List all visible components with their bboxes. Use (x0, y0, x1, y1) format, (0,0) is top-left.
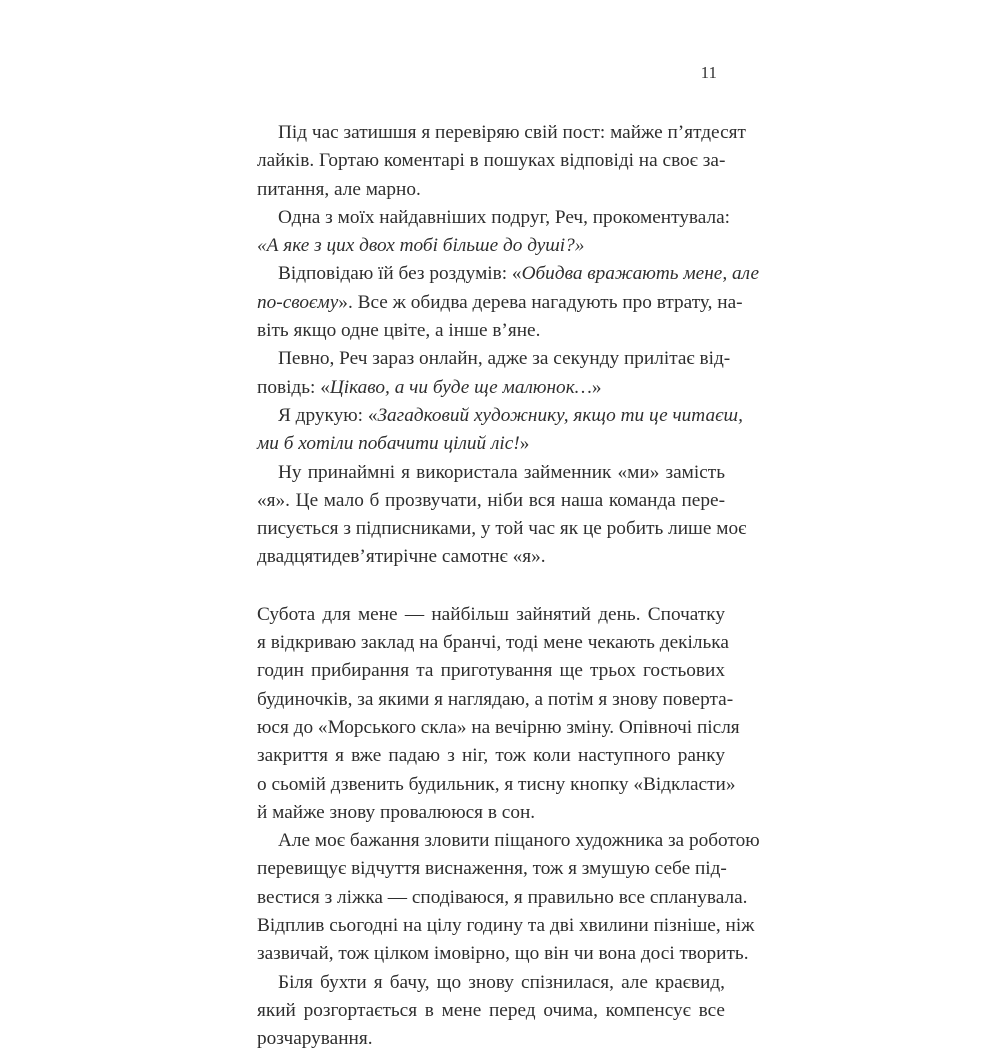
italic-text: ми б хотіли побачити цілий ліс! (257, 433, 520, 455)
text-line (257, 771, 736, 799)
text-line (257, 969, 725, 997)
text-line (257, 799, 725, 827)
text-line (257, 289, 743, 317)
text-section-1 (257, 119, 760, 572)
text-line (257, 912, 755, 940)
text-run: Я друкую: « (278, 404, 378, 426)
text-line (257, 147, 725, 175)
text-line (257, 657, 725, 685)
text-run: «я». Це мало б прозвучати, ніби вся наша команда пере- (257, 489, 725, 511)
section-break (257, 572, 725, 601)
text-run: Відповідаю їй без роздумів: « (278, 263, 522, 285)
text-run: Відплив сьогодні на цілу годину та дві хвилини пізніше, ніж (257, 915, 755, 937)
text-run: будиночків, за якими я наглядаю, а потім я знову поверта- (257, 688, 734, 710)
text-run: розчарування. (257, 1028, 373, 1050)
page-number: 11 (700, 63, 717, 82)
text-line (257, 204, 731, 232)
text-run: Під час затишшя я перевіряю свій пост: майже п’ятдесят (278, 122, 746, 143)
text-run: о сьомій дзвенить будильник, я тисну кнопку «Відкласти» (257, 773, 736, 795)
text-line (257, 686, 734, 714)
italic-text: «А яке з цих двох тобі більше до душі?» (257, 235, 585, 257)
text-line (257, 827, 760, 855)
text-line (257, 742, 725, 770)
text-line (257, 402, 743, 430)
text-run: » (519, 433, 530, 455)
text-run: Ну принаймні я використала займенник «ми» замість (278, 461, 725, 483)
text-line (257, 1025, 725, 1053)
text-run: писується з підписниками, у той час як це робить лише моє (257, 518, 747, 540)
text-line (257, 374, 725, 402)
text-run: Біля бухти я бачу, що знову спізнилася, але краєвид, (278, 971, 725, 993)
text-run: зазвичай, тож цілком імовірно, що він чи вона досі творить. (257, 943, 749, 965)
text-line (257, 884, 748, 912)
text-run: й майже знову провалююся в сон. (257, 801, 536, 823)
text-line (257, 714, 740, 742)
text-line (257, 601, 725, 629)
text-run: вестися з ліжка — сподіваюся, я правильно все спланувала. (257, 886, 748, 908)
text-run: ». Все ж обидва дерева нагадують про втрату, на- (338, 291, 743, 313)
text-run: Одна з моїх найдавніших подруг, Реч, прокоментувала: (278, 206, 731, 228)
text-run: Субота для мене — найбільш зайнятий день. Спочатку (257, 603, 725, 625)
text-line (257, 940, 749, 968)
italic-text: Обидва вражають мене, але (521, 263, 760, 285)
body-text (257, 119, 760, 1054)
text-run: віть якщо одне цвіте, а інше в’яне. (257, 320, 541, 342)
text-line (257, 855, 725, 883)
text-line (257, 515, 747, 543)
text-line (257, 629, 729, 657)
text-line (257, 345, 731, 373)
text-line (257, 232, 725, 260)
text-line (257, 176, 725, 204)
text-line (257, 543, 725, 571)
text-run: питання, але марно. (257, 178, 421, 200)
text-line (257, 459, 725, 487)
text-run: повідь: « (257, 376, 330, 398)
text-line (257, 317, 725, 345)
text-run: який розгортається в мене перед очима, компенсує все (257, 999, 725, 1021)
text-run: » (591, 376, 602, 398)
italic-text: Цікаво, а чи буде ще малюнок… (329, 376, 592, 398)
text-run: лайків. Гортаю коментарі в пошуках відповіді на своє за- (257, 150, 726, 172)
text-line (257, 487, 725, 515)
text-run: годин прибирання та приготування ще трьох гостьових (257, 660, 725, 682)
text-run: двадцятидев’ятирічне самотнє «я». (257, 546, 546, 568)
italic-text: по-своєму (257, 291, 339, 313)
text-line (257, 260, 760, 288)
text-run: юся до «Морського скла» на вечірню зміну. Опівночі після (257, 716, 740, 738)
text-line (257, 430, 725, 458)
text-run: Але моє бажання зловити піщаного художника за роботою (278, 830, 760, 852)
text-run: закриття я вже падаю з ніг, тож коли наступного ранку (257, 745, 725, 767)
text-section-2 (257, 601, 760, 1054)
text-line (257, 119, 746, 147)
text-run: Певно, Реч зараз онлайн, адже за секунду прилітає від- (278, 348, 731, 370)
italic-text: Загадковий художнику, якщо ти це читаєш, (377, 404, 743, 426)
text-line (257, 997, 725, 1025)
text-run: я відкриваю заклад на бранчі, тоді мене чекають декілька (257, 632, 729, 654)
text-run: перевищує відчуття виснаження, тож я змушую себе під- (257, 858, 727, 880)
